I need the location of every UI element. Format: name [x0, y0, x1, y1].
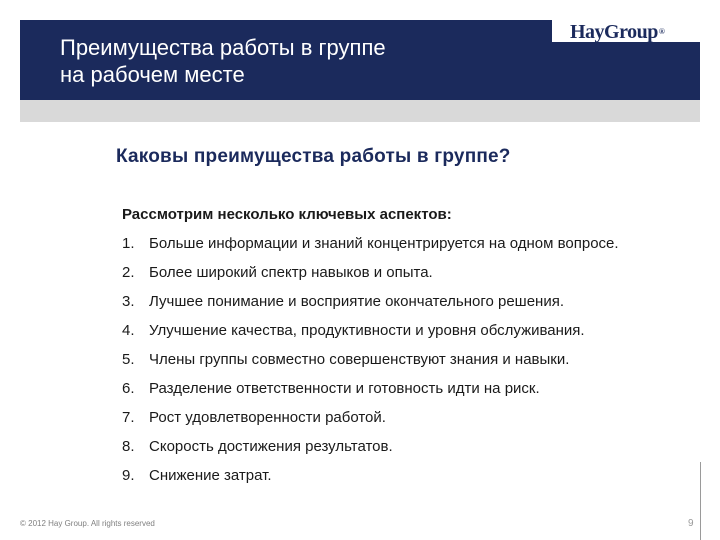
list-item-text: Лучшее понимание и восприятие окончательного решения. [149, 293, 565, 310]
list-item-text: Больше информации и знаний концентрируется на одном вопросе. [149, 235, 619, 252]
slide-title-line-1: Преимущества работы в группе [60, 35, 386, 60]
list-item-number: 4. [122, 322, 135, 339]
slide-title [60, 34, 386, 88]
slide-title-line-2: на рабочем месте [60, 62, 245, 87]
list-item-text: Скорость достижения результатов. [149, 438, 393, 455]
list-item [122, 292, 682, 312]
page-number: 9 [688, 518, 694, 529]
list-item [122, 408, 682, 428]
company-logo [552, 20, 700, 42]
list-item [122, 321, 682, 341]
list-item-number: 7. [122, 409, 135, 426]
list-item [122, 466, 682, 486]
list-item [122, 263, 682, 283]
list-item-text: Рост удовлетворенности работой. [149, 409, 386, 426]
list-item-number: 2. [122, 264, 135, 281]
list-item-text: Разделение ответственности и готовность идти на риск. [149, 380, 540, 397]
benefits-list [122, 234, 682, 495]
list-item-text: Члены группы совместно совершенствуют знания и навыки. [149, 351, 570, 368]
list-item-number: 3. [122, 293, 135, 310]
logo-wordmark [570, 20, 664, 44]
list-item [122, 379, 682, 399]
list-item-text: Более широкий спектр навыков и опыта. [149, 264, 433, 281]
list-item [122, 437, 682, 457]
slide-header [20, 20, 700, 100]
logo-text: HayGroup [570, 21, 658, 43]
footer-divider [700, 462, 701, 540]
list-item-number: 6. [122, 380, 135, 397]
section-question: Каковы преимущества работы в группе? [116, 146, 511, 167]
header-subband [20, 100, 700, 122]
intro-text: Рассмотрим несколько ключевых аспектов: [122, 206, 452, 223]
list-item-text: Снижение затрат. [149, 467, 272, 484]
list-item-text: Улучшение качества, продуктивности и уровня обслуживания. [149, 322, 585, 339]
list-item [122, 350, 682, 370]
list-item-number: 5. [122, 351, 135, 368]
registered-mark: ® [658, 27, 665, 36]
list-item-number: 1. [122, 235, 135, 252]
list-item-number: 9. [122, 467, 135, 484]
list-item-number: 8. [122, 438, 135, 455]
list-item [122, 234, 682, 254]
copyright-text: © 2012 Hay Group. All rights reserved [20, 519, 155, 528]
